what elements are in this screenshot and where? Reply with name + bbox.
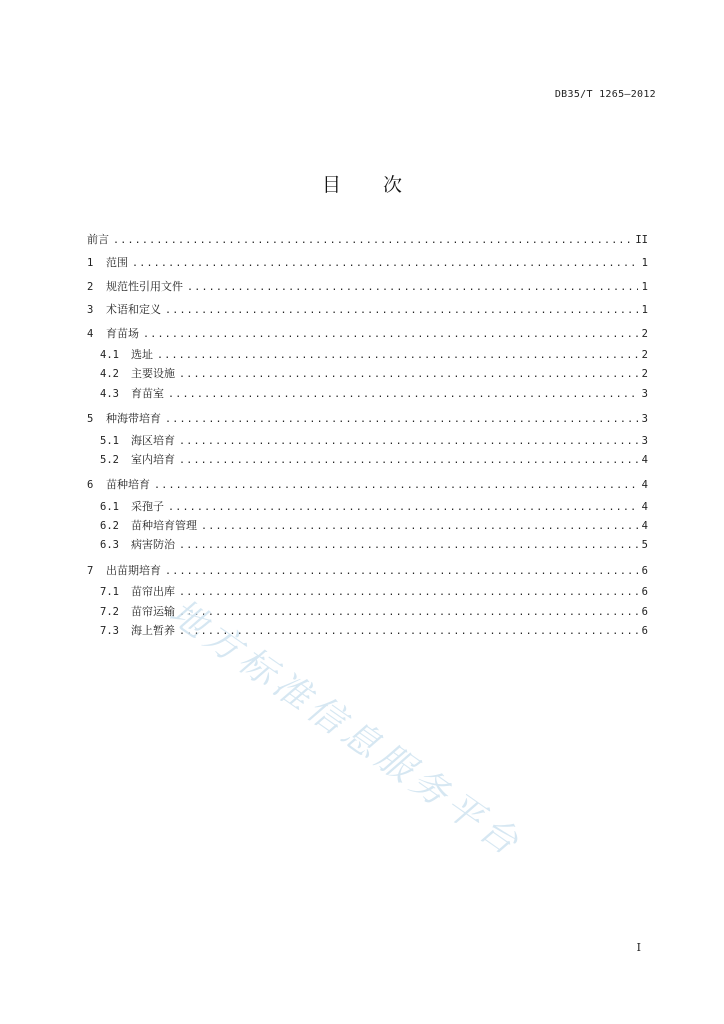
toc-page: 1 — [641, 280, 648, 293]
toc-leader-dots — [187, 276, 638, 299]
toc-entry-4-1[interactable] — [87, 345, 648, 364]
toc-number: 3 — [87, 304, 94, 317]
toc-label: 采孢子 — [131, 499, 164, 513]
toc-entry-5[interactable] — [87, 407, 648, 430]
toc-entry-foreword[interactable] — [87, 228, 648, 251]
toc-entry-4-3[interactable] — [87, 384, 648, 403]
toc-number: 6 — [87, 479, 94, 492]
toc-label: 规范性引用文件 — [106, 279, 183, 293]
toc-entry-1[interactable] — [87, 251, 648, 274]
toc-number: 7.1 — [100, 586, 119, 599]
toc-number: 1 — [87, 257, 94, 270]
watermark: 地方标准信息服务平台 — [161, 591, 530, 867]
toc-leader-dots — [179, 603, 638, 622]
toc-page: 3 — [641, 434, 648, 447]
toc-entry-6-3[interactable] — [87, 535, 648, 554]
toc-page: 4 — [641, 520, 648, 533]
toc-number: 7 — [87, 564, 94, 577]
toc-label: 出苗期培育 — [106, 563, 161, 577]
toc-page: 3 — [641, 413, 648, 426]
toc-number: 5.1 — [100, 434, 119, 447]
toc-label: 种海带培育 — [106, 412, 161, 426]
toc-number: 4.3 — [100, 387, 119, 400]
toc-page: 6 — [641, 564, 648, 577]
toc-page: 2 — [641, 348, 648, 361]
toc-leader-dots — [132, 252, 638, 275]
toc-leader-dots — [179, 583, 638, 602]
toc-label: 术语和定义 — [106, 303, 161, 317]
toc-page: 2 — [641, 368, 648, 381]
toc-entry-6-2[interactable] — [87, 516, 648, 535]
toc-leader-dots — [179, 365, 638, 384]
toc-leader-dots — [168, 498, 638, 517]
toc-label: 选址 — [131, 347, 153, 361]
toc-leader-dots — [157, 346, 638, 365]
toc-leader-dots — [143, 323, 638, 346]
toc-number: 6.2 — [100, 520, 119, 533]
toc-page: 1 — [641, 304, 648, 317]
toc-entry-7-1[interactable] — [87, 582, 648, 601]
toc-label: 海上暂养 — [131, 624, 175, 638]
toc-number: 6.1 — [100, 500, 119, 513]
standard-code: DB35/T 1265—2012 — [554, 89, 656, 100]
toc-entry-7[interactable] — [87, 559, 648, 582]
toc-leader-dots — [179, 451, 638, 470]
toc-entry-5-2[interactable] — [87, 450, 648, 469]
toc-entry-4[interactable] — [87, 322, 648, 345]
toc-number: 4.1 — [100, 348, 119, 361]
footer-page-number: I — [636, 941, 641, 954]
toc-number: 2 — [87, 280, 94, 293]
toc-page: 6 — [641, 625, 648, 638]
toc-number: 5 — [87, 413, 94, 426]
toc-leader-dots — [179, 536, 638, 555]
toc-label: 范围 — [106, 256, 128, 270]
toc-label: 苗种培育 — [106, 478, 150, 492]
title-char-2: 次 — [383, 174, 403, 196]
toc-entry-6-1[interactable] — [87, 497, 648, 516]
toc-page: 2 — [641, 327, 648, 340]
toc-page: 4 — [641, 453, 648, 466]
toc-leader-dots — [113, 229, 631, 252]
toc-entry-6[interactable] — [87, 473, 648, 496]
toc-label: 苗帘运输 — [131, 604, 175, 618]
table-of-contents — [87, 228, 648, 640]
toc-page: 4 — [641, 500, 648, 513]
toc-label: 前言 — [87, 233, 109, 246]
toc-label: 育苗室 — [131, 386, 164, 400]
toc-number: 6.3 — [100, 539, 119, 552]
toc-page: 1 — [641, 257, 648, 270]
toc-label: 海区培育 — [131, 433, 175, 447]
toc-number: 7.2 — [100, 605, 119, 618]
toc-entry-5-1[interactable] — [87, 431, 648, 450]
toc-page: 6 — [641, 586, 648, 599]
toc-number: 5.2 — [100, 453, 119, 466]
toc-label: 苗帘出库 — [131, 585, 175, 599]
toc-leader-dots — [154, 474, 638, 497]
toc-number: 7.3 — [100, 625, 119, 638]
toc-leader-dots — [168, 385, 638, 404]
toc-page: 4 — [641, 479, 648, 492]
toc-leader-dots — [179, 432, 638, 451]
toc-leader-dots — [201, 517, 638, 536]
toc-leader-dots — [165, 408, 638, 431]
toc-leader-dots — [165, 299, 638, 322]
toc-page: 3 — [641, 387, 648, 400]
toc-entry-2[interactable] — [87, 275, 648, 298]
toc-page: 6 — [641, 605, 648, 618]
title-char-1: 目 — [321, 174, 341, 196]
toc-entry-3[interactable] — [87, 298, 648, 321]
toc-entry-4-2[interactable] — [87, 364, 648, 383]
toc-leader-dots — [165, 560, 638, 583]
toc-page: II — [635, 234, 648, 246]
toc-label: 主要设施 — [131, 367, 175, 381]
toc-number: 4.2 — [100, 368, 119, 381]
toc-label: 室内培育 — [131, 452, 175, 466]
toc-label: 育苗场 — [106, 326, 139, 340]
toc-page: 5 — [641, 539, 648, 552]
toc-label: 病害防治 — [131, 538, 175, 552]
toc-label: 苗种培育管理 — [131, 519, 197, 533]
page-title — [0, 170, 724, 197]
toc-number: 4 — [87, 327, 94, 340]
